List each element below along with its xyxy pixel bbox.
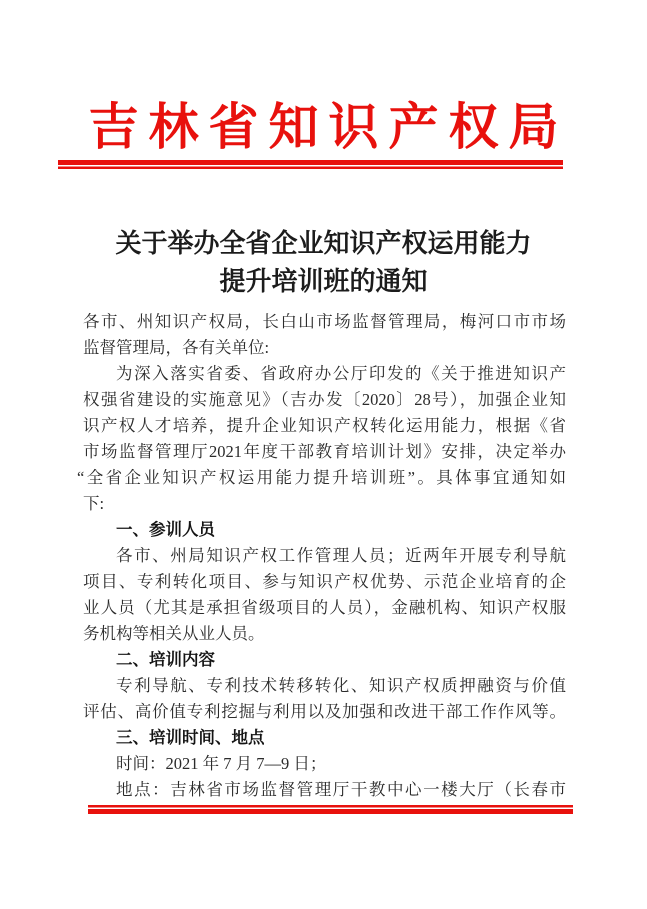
participants-line: 各市、州局知识产权工作管理人员；近两年开展专利导航 <box>116 546 566 565</box>
footer-double-rule <box>88 805 573 814</box>
intro-line: 市场监督管理厅2021年度干部教育培训计划》安排，决定举办 <box>83 442 566 461</box>
salutation-line: 监督管理局，各有关单位: <box>83 338 270 357</box>
agency-masthead: 吉林省知识产权局 <box>88 99 569 155</box>
place-line: 地点：吉林省市场监督管理厅干教中心一楼大厅（长春市 <box>116 780 566 799</box>
intro-line: 下: <box>83 494 105 513</box>
document-title-line-1: 关于举办全省企业知识产权运用能力 <box>115 229 532 258</box>
content-line: 专利导航、专利技术转移转化、知识产权质押融资与价值 <box>116 676 566 695</box>
salutation-line: 各市、州知识产权局，长白山市场监督管理局，梅河口市市场 <box>83 312 566 331</box>
document-body <box>77 309 566 803</box>
section-heading-participants: 一、参训人员 <box>116 521 215 539</box>
content-line: 评估、高价值专利挖掘与利用以及加强和改进干部工作作风等。 <box>83 702 566 721</box>
document-title <box>0 225 647 301</box>
participants-line: 项目、专利转化项目、参与知识产权优势、示范企业培育的企 <box>83 572 566 591</box>
intro-line: 识产权人才培养，提升企业知识产权转化运用能力，根据《省 <box>83 416 566 435</box>
section-heading-time-place: 三、培训时间、地点 <box>116 729 265 747</box>
intro-line: “全省企业知识产权运用能力提升培训班”。具体事宜通知如 <box>77 468 566 487</box>
intro-line: 为深入落实省委、省政府办公厅印发的《关于推进知识产 <box>116 364 566 383</box>
masthead-double-rule <box>58 160 563 169</box>
participants-line: 务机构等相关从业人员。 <box>83 624 265 643</box>
intro-line: 权强省建设的实施意见》（吉办发〔2020〕28号），加强企业知 <box>83 390 566 409</box>
document-title-line-2: 提升培训班的通知 <box>219 267 428 296</box>
section-heading-content: 二、培训内容 <box>116 651 215 669</box>
participants-line: 业人员（尤其是承担省级项目的人员），金融机构、知识产权服 <box>83 598 566 617</box>
time-line: 时间：2021 年 7 月 7—9 日； <box>116 754 327 773</box>
